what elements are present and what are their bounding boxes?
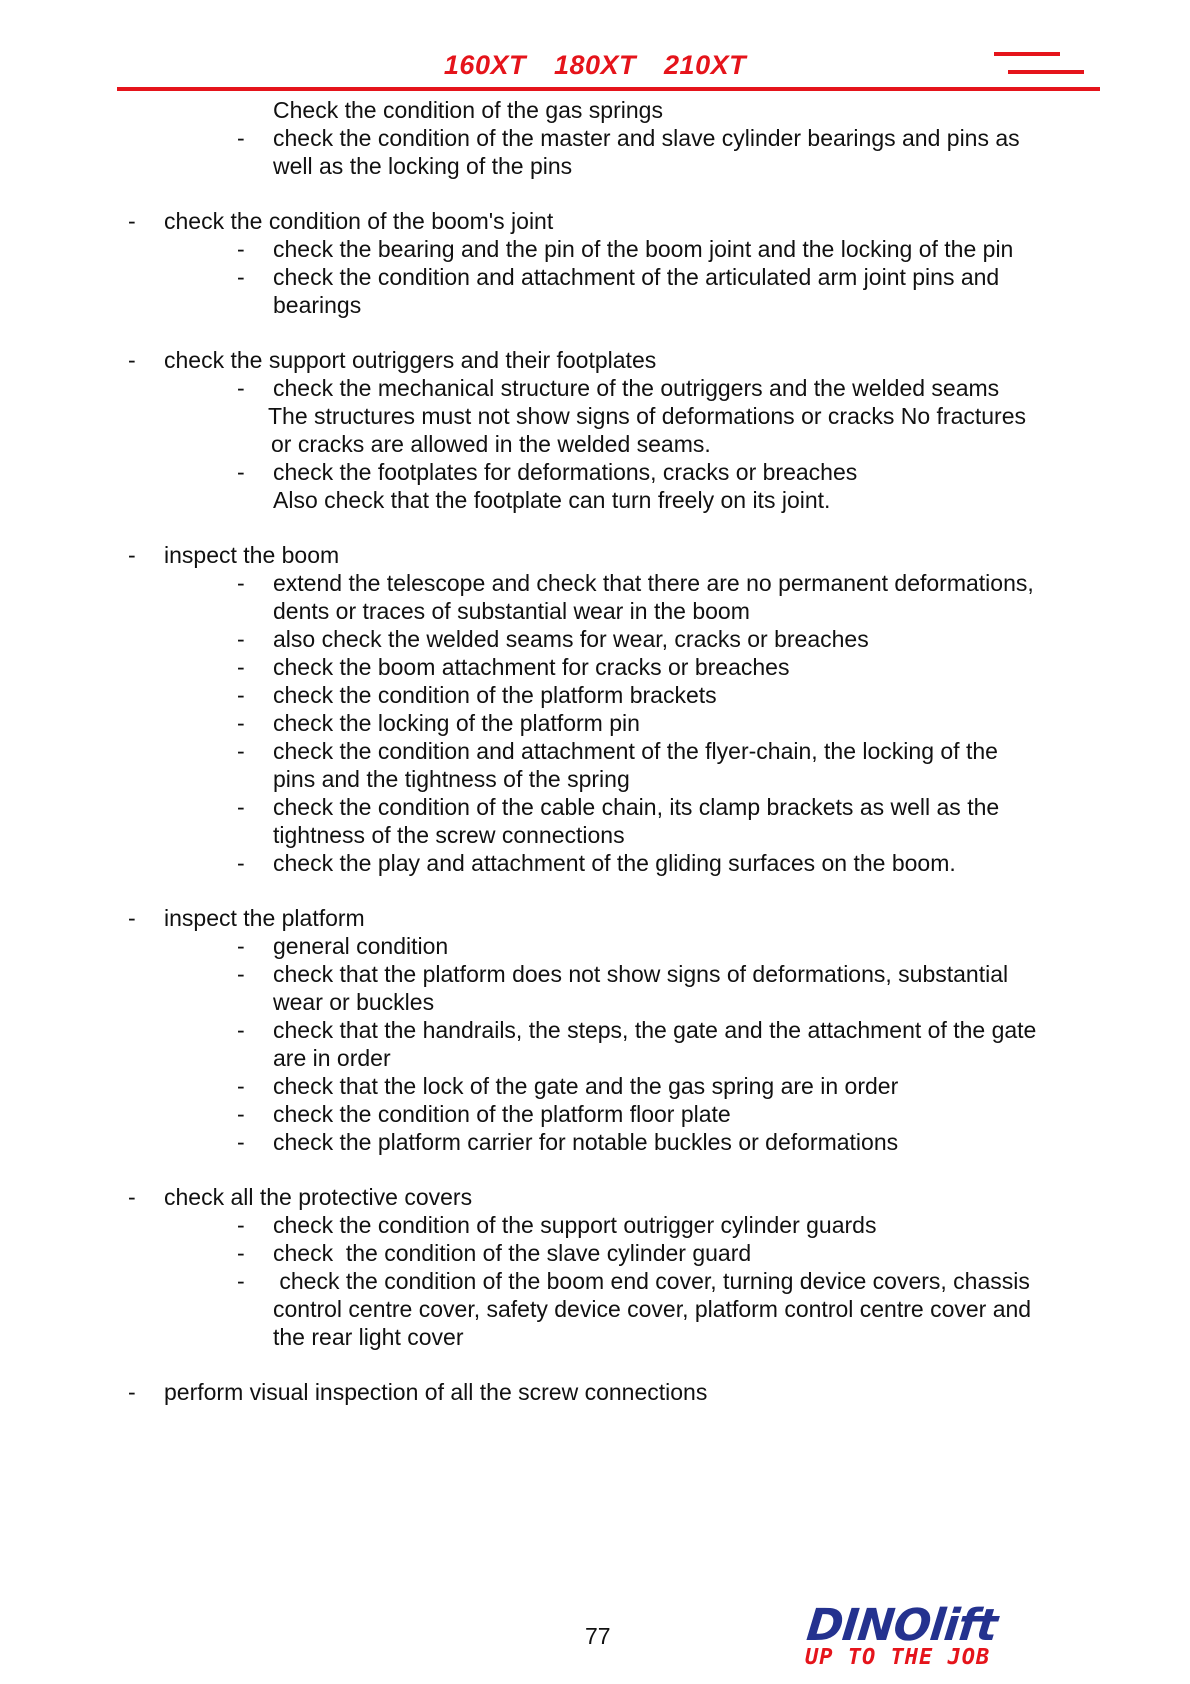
page-number: 77	[585, 1623, 611, 1649]
section-heading: check all the protective covers	[164, 1184, 473, 1210]
bullet-dash: -	[237, 961, 245, 987]
bullet-dash: -	[237, 1240, 245, 1266]
dinolift-logo	[804, 1600, 1015, 1670]
list-item: check the mechanical structure of the outriggers and the welded seams	[273, 375, 1000, 401]
list-item: are in order	[273, 1045, 391, 1071]
bullet-dash: -	[237, 850, 245, 876]
logo-wordmark: DINOlift	[804, 1600, 1000, 1651]
list-item: check the boom attachment for cracks or breaches	[273, 654, 790, 680]
section-heading: check the condition of the boom's joint	[164, 208, 554, 234]
list-item: the rear light cover	[273, 1324, 464, 1350]
bullet-dash: -	[237, 682, 245, 708]
section-heading: inspect the boom	[164, 542, 340, 568]
model-name: 180XT	[553, 50, 637, 80]
list-item: tightness of the screw connections	[273, 822, 625, 848]
bullet-dash: -	[237, 459, 245, 485]
bullet-dash: -	[237, 1101, 245, 1127]
bullet-dash: -	[237, 125, 245, 151]
list-item: general condition	[273, 933, 449, 959]
bullet-dash: -	[128, 542, 136, 568]
bullet-dash: -	[237, 375, 245, 401]
bullet-dash: -	[237, 570, 245, 596]
list-item: pins and the tightness of the spring	[273, 766, 630, 792]
list-item: check that the platform does not show signs of deformations, substantial	[273, 961, 1009, 987]
list-item: control centre cover, safety device cover, platform control centre cover and	[273, 1296, 1032, 1322]
list-item: wear or buckles	[273, 989, 435, 1015]
list-item: check that the lock of the gate and the gas spring are in order	[273, 1073, 899, 1099]
list-item: check that the handrails, the steps, the gate and the attachment of the gate	[273, 1017, 1037, 1043]
bullet-dash: -	[237, 738, 245, 764]
list-item: bearings	[273, 292, 362, 318]
list-item: check the platform carrier for notable buckles or deformations	[273, 1129, 899, 1155]
list-item: check the condition of the slave cylinder guard	[273, 1240, 752, 1266]
list-item: or cracks are allowed in the welded seams.	[271, 431, 711, 457]
list-item: Check the condition of the gas springs	[273, 97, 663, 123]
section-heading: inspect the platform	[164, 905, 365, 931]
logo-tagline: UP TO THE JOB	[805, 1645, 991, 1670]
list-item: The structures must not show signs of deformations or cracks No fractures	[268, 403, 1027, 429]
bullet-dash: -	[237, 794, 245, 820]
bullet-dash: -	[237, 710, 245, 736]
list-item: check the locking of the platform pin	[273, 710, 640, 736]
bullet-dash: -	[128, 208, 136, 234]
bullet-dash: -	[237, 1212, 245, 1238]
bullet-dash: -	[237, 1268, 245, 1294]
list-item: well as the locking of the pins	[273, 153, 573, 179]
header-rule	[117, 87, 1100, 91]
list-item: check the condition and attachment of the articulated arm joint pins and	[273, 264, 1000, 290]
list-item: check the condition and attachment of the flyer-chain, the locking of the	[273, 738, 998, 764]
bullet-dash: -	[237, 1073, 245, 1099]
model-name: 210XT	[664, 50, 747, 80]
bullet-dash: -	[128, 1379, 136, 1405]
list-item: check the condition of the boom end cover, turning device covers, chassis	[273, 1268, 1030, 1294]
list-item: check the play and attachment of the gliding surfaces on the boom.	[273, 850, 956, 876]
list-item: check the bearing and the pin of the boom joint and the locking of the pin	[273, 236, 1014, 262]
list-item: dents or traces of substantial wear in the boom	[273, 598, 750, 624]
list-item: check the footplates for deformations, cracks or breaches	[273, 459, 858, 485]
model-name: 160XT	[443, 50, 526, 80]
list-item: check the condition of the master and slave cylinder bearings and pins as	[273, 125, 1020, 151]
list-item: check the condition of the platform floor plate	[273, 1101, 731, 1127]
bullet-dash: -	[237, 626, 245, 652]
brand-stripes-icon	[994, 52, 1084, 76]
list-item: extend the telescope and check that there are no permanent deformations,	[273, 570, 1034, 596]
bullet-dash: -	[237, 654, 245, 680]
list-item: Also check that the footplate can turn freely on its joint.	[273, 487, 831, 513]
bullet-dash: -	[237, 933, 245, 959]
bullet-dash: -	[237, 1017, 245, 1043]
bullet-dash: -	[237, 1129, 245, 1155]
bullet-dash: -	[128, 1184, 136, 1210]
list-item: also check the welded seams for wear, cracks or breaches	[273, 626, 869, 652]
section-heading: check the support outriggers and their footplates	[164, 347, 657, 373]
bullet-dash: -	[237, 264, 245, 290]
section-heading: perform visual inspection of all the screw connections	[164, 1379, 708, 1405]
list-item: check the condition of the support outrigger cylinder guards	[273, 1212, 877, 1238]
list-item: check the condition of the platform brackets	[273, 682, 717, 708]
bullet-dash: -	[128, 905, 136, 931]
list-item: check the condition of the cable chain, its clamp brackets as well as the	[273, 794, 1000, 820]
bullet-dash: -	[237, 236, 245, 262]
bullet-dash: -	[128, 347, 136, 373]
